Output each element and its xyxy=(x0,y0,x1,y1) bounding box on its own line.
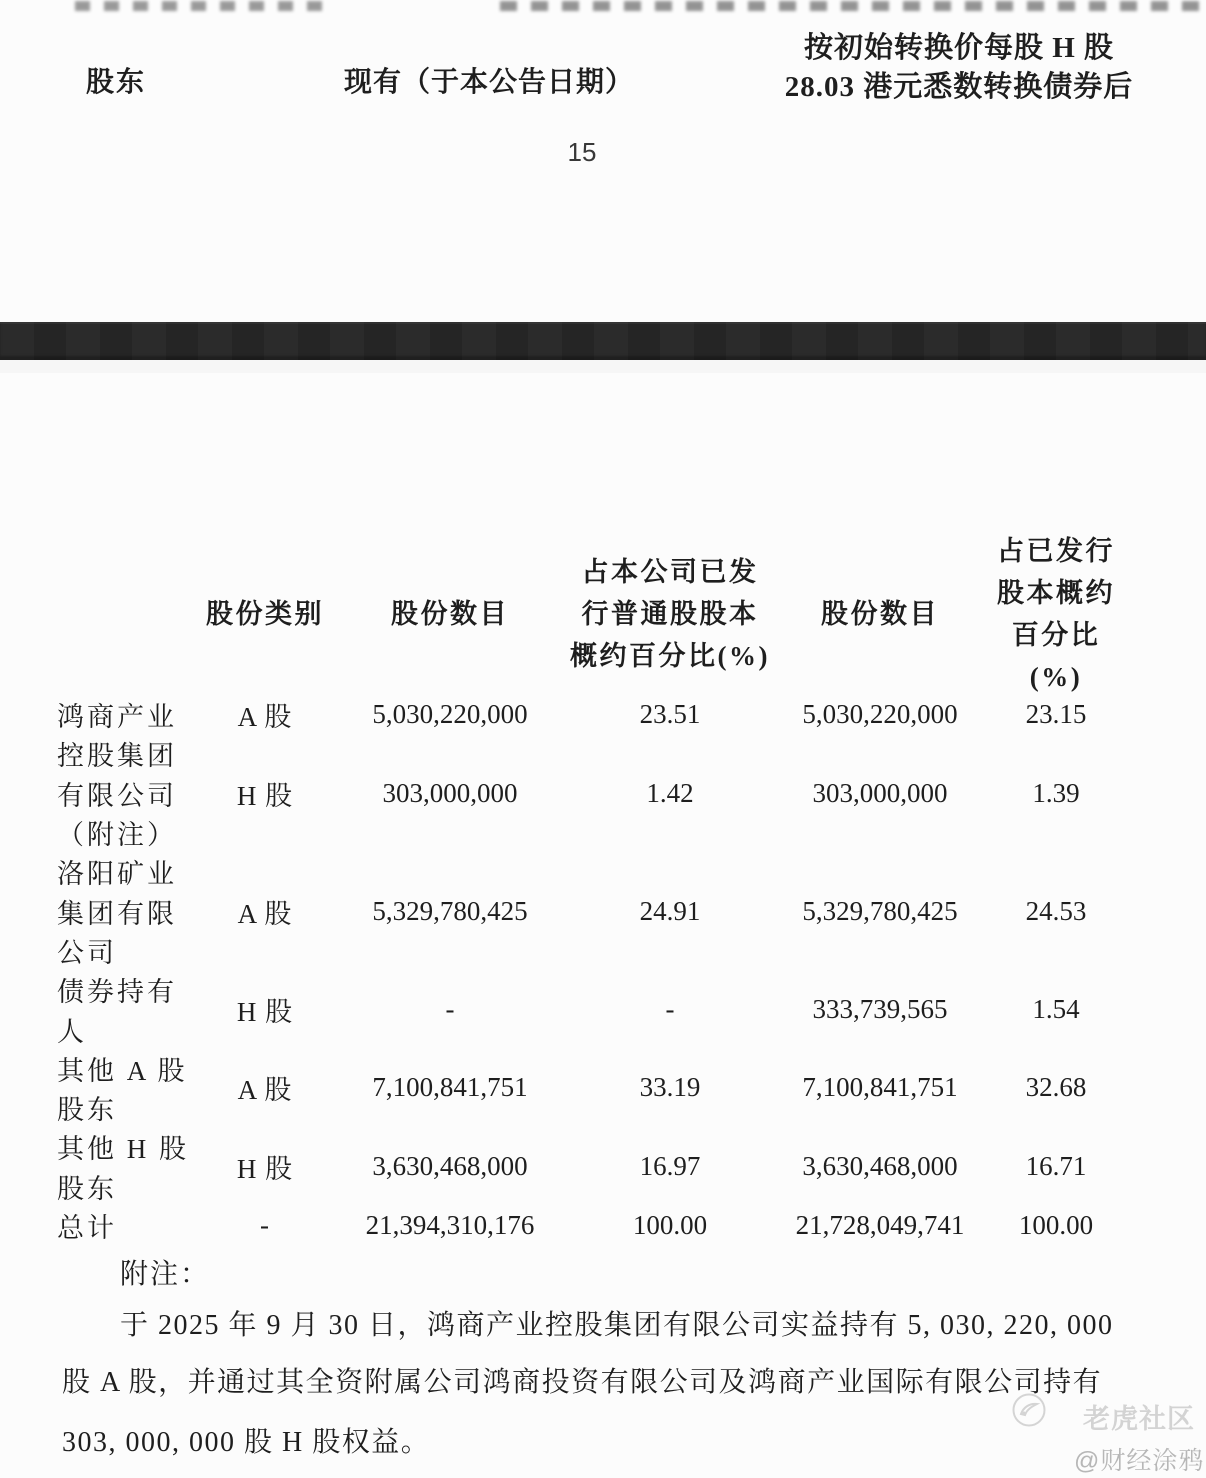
header-cell-num-shares-1: 股份数目 xyxy=(391,599,509,629)
name-line: 股东 xyxy=(57,1095,117,1126)
pct-cell: 16.97 xyxy=(639,1151,701,1182)
pct-cell: 1.39 xyxy=(1032,777,1080,808)
note-line-2: 股 A 股，并通过其全资附属公司鸿商投资有限公司及鸿商产业国际有限公司持有 xyxy=(62,1367,1103,1398)
notes-label: 附注： xyxy=(120,1259,211,1290)
num-shares-cell: 5,329,780,425 xyxy=(372,895,528,926)
pct-cell: 23.51 xyxy=(639,699,701,730)
name-line: 人 xyxy=(57,1016,87,1047)
header-cell-empty xyxy=(57,530,200,698)
num-shares-cell: 333,739,565 xyxy=(812,993,948,1024)
num-shares-cell: 21,728,049,741 xyxy=(795,1210,965,1240)
note-line-1: 于 2025 年 9 月 30 日，鸿商产业控股集团有限公司实益持有 5, 030, 220, 000 xyxy=(120,1310,1114,1341)
watermark-handle: @财经涂鸦 xyxy=(1074,1447,1205,1475)
share-class-cell: A 股 xyxy=(237,1075,293,1106)
header-cell-num-shares-2: 股份数目 xyxy=(821,599,939,629)
share-table-header xyxy=(57,530,1122,690)
watermark-community: 老虎社区 xyxy=(1083,1404,1195,1434)
name-line: （附注） xyxy=(57,820,177,851)
pct-cell: 16.71 xyxy=(1025,1151,1087,1182)
num-shares-cell: 3,630,468,000 xyxy=(802,1151,958,1182)
pct-cell: 100.00 xyxy=(632,1210,708,1240)
header-cell-pct-issued: 占本公司已发 行普通股股本 概约百分比(%) xyxy=(570,557,770,671)
share-class-cell: H 股 xyxy=(236,996,294,1027)
top-clipped-text-left xyxy=(75,1,335,11)
num-shares-cell: 3,630,468,000 xyxy=(372,1151,528,1182)
pct-cell: 32.68 xyxy=(1025,1072,1087,1103)
pct-cell: 24.91 xyxy=(639,895,701,926)
top-clipped-text-right xyxy=(500,1,1206,11)
num-shares-cell: 21,394,310,176 xyxy=(365,1210,535,1240)
num-shares-cell: 5,329,780,425 xyxy=(802,895,958,926)
name-line: 其他 A 股 xyxy=(57,1055,188,1086)
tiger-icon xyxy=(1012,1393,1046,1427)
name-line: 公司 xyxy=(57,937,117,968)
share-class-cell: A 股 xyxy=(237,702,293,733)
name-line: 集团有限 xyxy=(57,898,177,929)
prev-header-shareholder: 股东 xyxy=(86,67,147,98)
page-break-bar-shadow xyxy=(0,360,1206,373)
prev-header-after-conversion-line1: 按初始转换价每股 H 股 xyxy=(803,32,1115,64)
pct-cell: 1.54 xyxy=(1032,993,1080,1024)
name-line: 总计 xyxy=(57,1213,117,1243)
num-shares-cell: 7,100,841,751 xyxy=(372,1072,528,1103)
name-line: 鸿商产业 xyxy=(57,702,177,733)
share-class-cell: H 股 xyxy=(236,1154,294,1185)
name-line: 洛阳矿业 xyxy=(57,859,177,890)
num-shares-cell: - xyxy=(445,993,455,1024)
prev-header-current: 现有（于本公告日期） xyxy=(344,67,635,98)
num-shares-cell: 5,030,220,000 xyxy=(802,699,958,730)
pct-cell: 1.42 xyxy=(646,777,694,808)
prev-header-after-conversion xyxy=(758,29,1160,107)
prev-header-after-conversion-line2: 28.03 港元悉数转换债券后 xyxy=(784,71,1134,103)
page-break-bar xyxy=(0,322,1206,360)
name-line: 有限公司 xyxy=(57,780,177,811)
pct-cell: 23.15 xyxy=(1025,699,1087,730)
pct-cell: - xyxy=(665,993,675,1024)
share-table-body xyxy=(57,695,1122,1245)
header-cell-share-class: 股份类别 xyxy=(206,599,324,629)
share-class-cell: H 股 xyxy=(236,780,294,811)
page-number: 15 xyxy=(567,137,597,167)
name-line: 其他 H 股 xyxy=(57,1134,189,1165)
num-shares-cell: 5,030,220,000 xyxy=(372,699,528,730)
note-line-3: 303, 000, 000 股 H 股权益。 xyxy=(62,1427,431,1458)
num-shares-cell: 7,100,841,751 xyxy=(802,1072,958,1103)
share-class-cell: - xyxy=(260,1210,270,1240)
header-cell-pct-enlarged: 占已发行 股本概约 百分比 (%) xyxy=(997,536,1115,692)
name-line: 控股集团 xyxy=(57,741,177,772)
name-line: 股东 xyxy=(57,1173,117,1204)
name-line: 债券持有 xyxy=(57,977,177,1008)
pct-cell: 24.53 xyxy=(1025,895,1087,926)
share-class-cell: A 股 xyxy=(237,898,293,929)
num-shares-cell: 303,000,000 xyxy=(382,777,518,808)
num-shares-cell: 303,000,000 xyxy=(812,777,948,808)
pct-cell: 100.00 xyxy=(1018,1210,1094,1240)
pct-cell: 33.19 xyxy=(639,1072,701,1103)
